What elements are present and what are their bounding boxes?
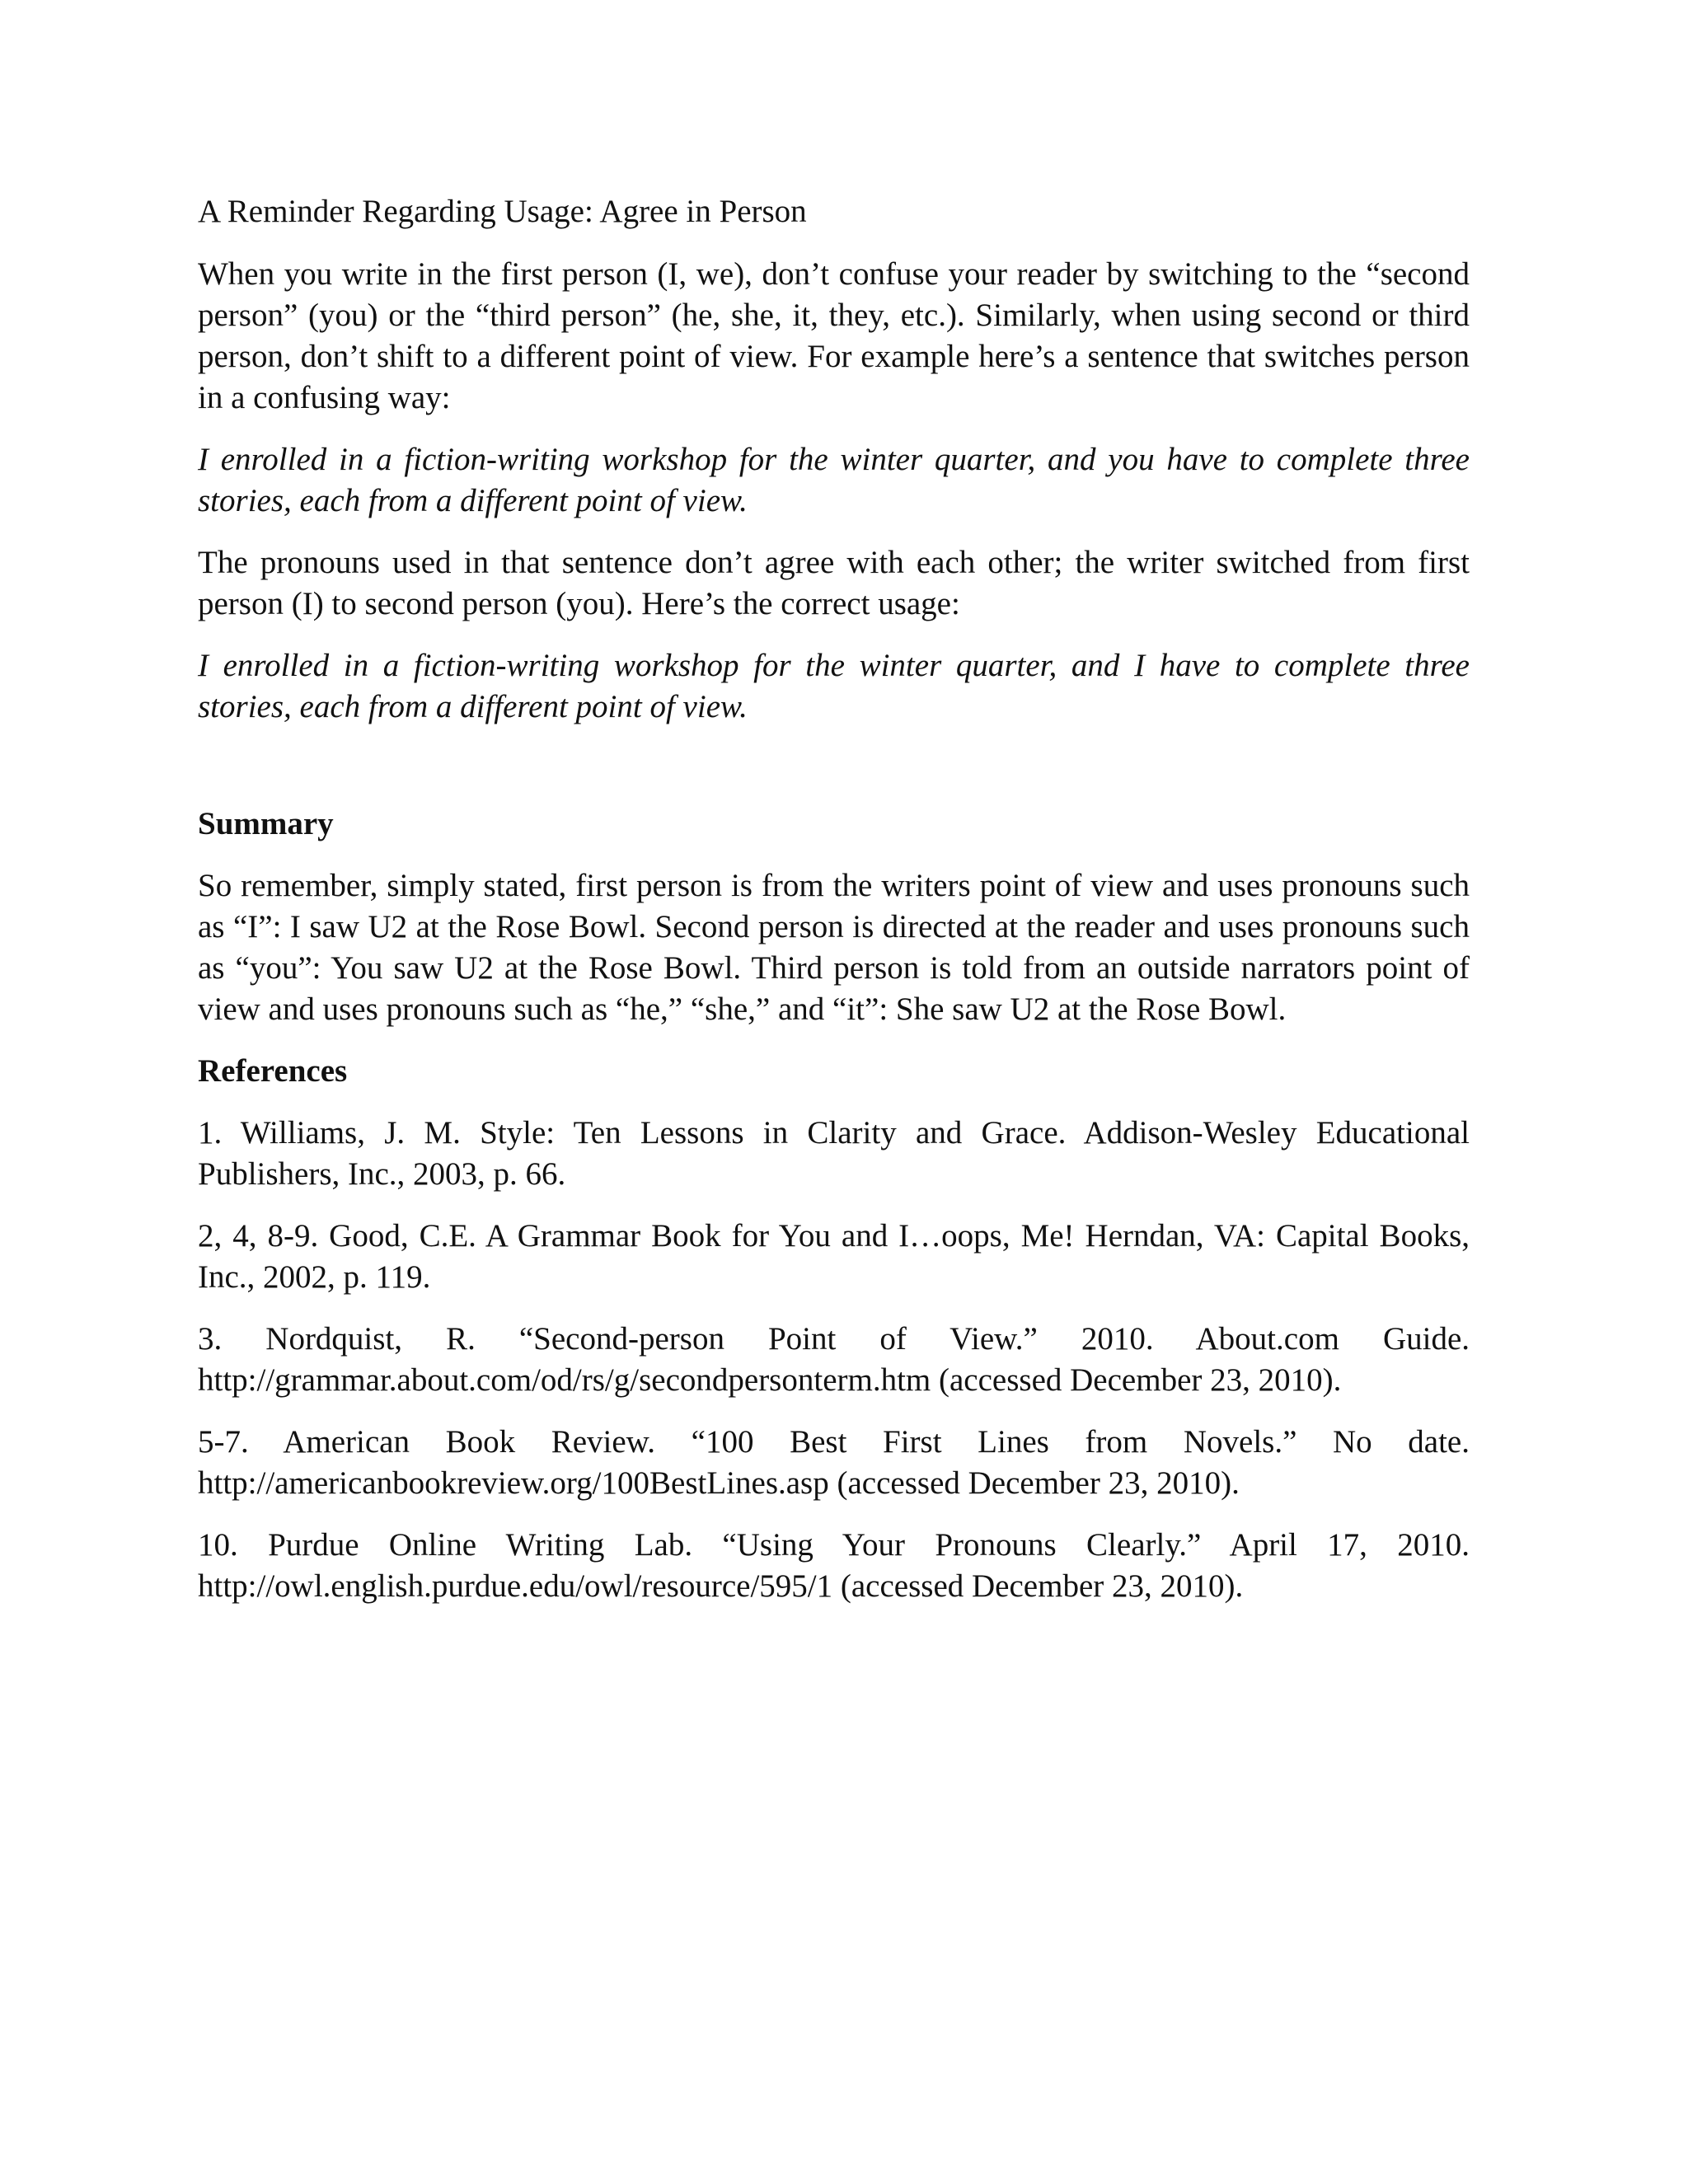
summary-heading: Summary bbox=[198, 806, 334, 841]
references-heading: References bbox=[198, 1053, 348, 1089]
incorrect-example: I enrolled in a fiction-writing workshop for the winter quarter, and you have to complete three stories, each from a different point of view. bbox=[198, 442, 1470, 518]
reference-item: 5-7. American Book Review. “100 Best First Lines from Novels.” No date. http://americanbookreview.org/100BestLines.asp (accessed December 23, 2010). bbox=[198, 1424, 1470, 1501]
explanation-paragraph: The pronouns used in that sentence don’t agree with each other; the writer switched from first person (I) to second person (you). Here’s the correct usage: bbox=[198, 545, 1470, 621]
reference-item: 2, 4, 8-9. Good, C.E. A Grammar Book for You and I…oops, Me! Herndan, VA: Capital Books, Inc., 2002, p. 119. bbox=[198, 1218, 1470, 1295]
reference-item: 3. Nordquist, R. “Second-person Point of View.” 2010. About.com Guide. http://grammar.about.com/od/rs/g/secondpersonterm.htm (accessed December 23, 2010). bbox=[198, 1321, 1470, 1398]
intro-paragraph: When you write in the first person (I, we), don’t confuse your reader by switching to the “second person” (you) or the “third person” (he, she, it, they, etc.). Similarly, when using second or third person, don’t shift to a different point of view. For example here’s a sentence that switches person in a confusing way: bbox=[198, 256, 1470, 415]
document-page bbox=[198, 191, 1470, 1628]
reference-item: 1. Williams, J. M. Style: Ten Lessons in Clarity and Grace. Addison-Wesley Educational Publishers, Inc., 2003, p. 66. bbox=[198, 1115, 1470, 1192]
document-title: A Reminder Regarding Usage: Agree in Person bbox=[198, 194, 807, 229]
summary-paragraph: So remember, simply stated, first person is from the writers point of view and uses pronouns such as “I”: I saw U2 at the Rose Bowl. Second person is directed at the reader and uses pronouns such as “you”: You saw U2 at the Rose Bowl. Third person is told from an outside narrators point of view and uses pronouns such as “he,” “she,” and “it”: She saw U2 at the Rose Bowl. bbox=[198, 868, 1470, 1027]
correct-example: I enrolled in a fiction-writing workshop for the winter quarter, and I have to complete three stories, each from a different point of view. bbox=[198, 648, 1470, 724]
reference-item: 10. Purdue Online Writing Lab. “Using Your Pronouns Clearly.” April 17, 2010. http://owl.english.purdue.edu/owl/resource/595/1 (accessed December 23, 2010). bbox=[198, 1527, 1470, 1604]
